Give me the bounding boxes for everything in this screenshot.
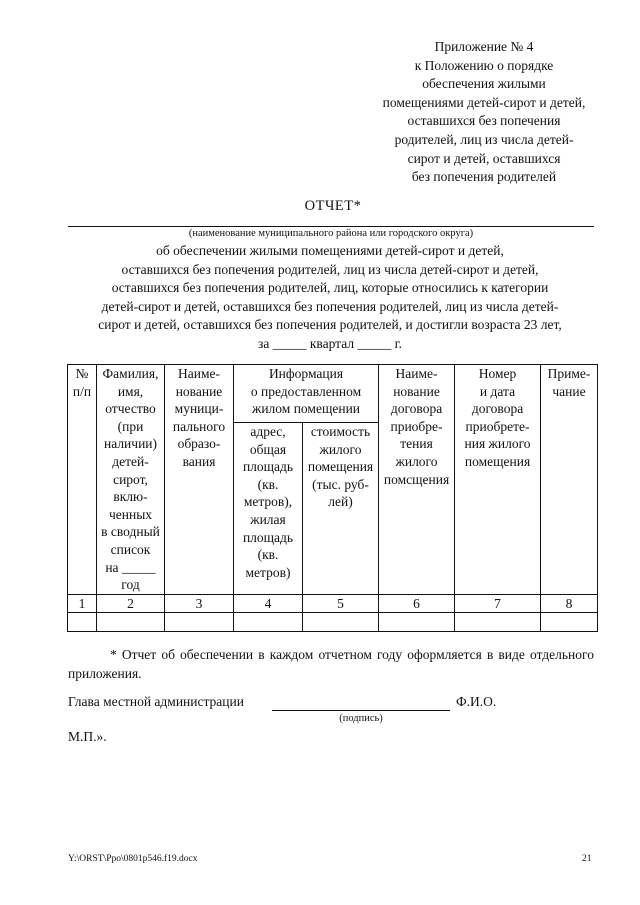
- header-text: общая: [249, 441, 287, 457]
- footer-file-path: Y:\ORST\Ppo\0801p546.f19.docx: [68, 854, 198, 864]
- table-row: [68, 613, 598, 632]
- header-text: Номер: [478, 366, 517, 381]
- header-full-name: [97, 365, 165, 595]
- report-description-line: об обеспечении жилыми помещениями детей-сирот и детей,: [156, 243, 504, 258]
- header-text: о предоставленном: [250, 383, 362, 399]
- column-number-row: [68, 594, 598, 613]
- header-text: Наиме-: [395, 366, 438, 381]
- table-cell: [234, 613, 303, 632]
- header-text: площадь: [242, 529, 294, 545]
- header-text: (при: [117, 418, 144, 434]
- header-text: (тыс. руб-: [312, 476, 369, 492]
- report-table: [67, 364, 598, 632]
- header-text: приобрете-: [465, 418, 530, 434]
- header-text: (кв.: [257, 547, 279, 563]
- header-text: детей-: [112, 453, 149, 469]
- appendix-line: родителей, лиц из числа детей-: [394, 131, 574, 147]
- header-contract-number: [455, 365, 541, 595]
- header-text: пального: [172, 418, 226, 434]
- column-number: 1: [68, 594, 97, 613]
- table-cell: [303, 613, 379, 632]
- header-text: метров): [245, 564, 291, 580]
- header-text: сирот,: [113, 471, 148, 487]
- appendix-header: [356, 38, 612, 187]
- header-text: помещения: [307, 459, 374, 475]
- header-text: площадь: [242, 459, 294, 475]
- header-text: ния жилого: [464, 436, 531, 452]
- municipal-name-line: [68, 226, 594, 227]
- header-text: договора: [390, 401, 443, 417]
- appendix-line: оставшихся без попечения: [407, 113, 561, 129]
- page-number: 21: [582, 854, 592, 864]
- header-text: нование: [175, 383, 223, 399]
- header-text: Фамилия,: [102, 366, 159, 381]
- column-number: 2: [97, 594, 165, 613]
- header-text: образо-: [177, 436, 221, 452]
- column-number: 7: [455, 594, 541, 613]
- header-text: жилого: [319, 441, 362, 457]
- signature-caption: (подпись): [339, 713, 383, 724]
- report-description-line: оставшихся без попечения родителей, лиц, которые относились к категории: [111, 280, 549, 296]
- header-text: вклю-: [113, 489, 148, 505]
- header-text: нование: [393, 383, 440, 399]
- header-municipality: [165, 365, 234, 595]
- table-cell: [379, 613, 455, 632]
- header-text: жилого: [395, 453, 438, 469]
- header-text: имя,: [117, 383, 144, 399]
- column-number: 3: [165, 594, 234, 613]
- appendix-line: без попечения родителей: [411, 169, 557, 185]
- column-number: 4: [234, 594, 303, 613]
- table-cell: [165, 613, 234, 632]
- report-description-line: сирот и детей, оставшихся без попечения родителей, и достигли возраста 23 лет,: [98, 317, 562, 333]
- appendix-line: к Положению о порядке: [414, 57, 554, 73]
- header-text: (кв.: [257, 476, 279, 492]
- header-text: №: [75, 366, 89, 381]
- header-text: лей): [328, 494, 353, 510]
- header-text: отчество: [105, 401, 156, 417]
- report-description-line: детей-сирот и детей, оставшихся без попечения родителей, лиц из числа детей-: [101, 298, 559, 314]
- header-text: муници-: [174, 401, 224, 417]
- header-housing-info: [234, 365, 379, 423]
- header-text: тения: [400, 436, 433, 452]
- header-text: вания: [182, 453, 216, 469]
- header-text: п/п: [72, 383, 92, 399]
- header-text: в сводный: [101, 524, 160, 540]
- signature-name: Ф.И.О.: [456, 694, 497, 709]
- table-cell: [541, 613, 598, 632]
- header-text: чание: [552, 383, 586, 399]
- header-text: список: [110, 541, 151, 557]
- header-text: наличии): [103, 436, 158, 452]
- appendix-line: обеспечения жилыми: [422, 76, 546, 92]
- header-text: жилая: [250, 511, 286, 527]
- header-text: Приме-: [547, 366, 591, 381]
- header-text: и дата: [479, 383, 516, 399]
- header-text: помещения: [464, 453, 531, 469]
- appendix-line: помещениями детей-сирот и детей,: [382, 94, 586, 110]
- stamp-label: М.П.».: [68, 729, 107, 744]
- header-num: [68, 365, 97, 595]
- footnote: * Отчет об обеспечении в каждом отчетном году оформляется в виде отдельного приложения.: [68, 647, 594, 681]
- signature-line: [272, 710, 450, 711]
- table-cell: [455, 613, 541, 632]
- header-note: [541, 365, 598, 595]
- header-text: адрес,: [250, 423, 286, 439]
- header-text: на _____: [105, 559, 156, 575]
- header-text: договора: [471, 401, 524, 417]
- report-description-line: оставшихся без попечения родителей, лиц из числа детей-сирот и детей,: [121, 261, 539, 277]
- column-number: 8: [541, 594, 598, 613]
- report-title: ОТЧЕТ*: [304, 198, 362, 214]
- appendix-line: сирот и детей, оставшихся: [407, 150, 561, 166]
- table-cell: [97, 613, 165, 632]
- column-number: 5: [303, 594, 379, 613]
- municipal-name-caption: (наименование муниципального района или городского округа): [188, 228, 474, 239]
- header-cost: [303, 422, 379, 594]
- header-text: жилом помещении: [252, 401, 361, 417]
- header-text: Информация: [268, 366, 344, 381]
- column-number: 6: [379, 594, 455, 613]
- table-cell: [68, 613, 97, 632]
- header-text: Наиме-: [178, 366, 220, 381]
- header-text: ченных: [108, 506, 153, 522]
- header-contract-name: [379, 365, 455, 595]
- signature-label: Глава местной администрации: [68, 694, 244, 709]
- report-description: [60, 242, 600, 354]
- header-text: приобре-: [390, 418, 443, 434]
- appendix-line: Приложение № 4: [434, 39, 534, 54]
- header-text: год: [121, 577, 140, 593]
- table-header-row: [68, 365, 598, 423]
- header-text: метров),: [243, 494, 293, 510]
- header-text: стоимость: [310, 423, 371, 439]
- header-text: помсщения: [383, 471, 450, 487]
- report-description-line: за _____ квартал _____ г.: [258, 335, 402, 351]
- header-address-area: [234, 422, 303, 594]
